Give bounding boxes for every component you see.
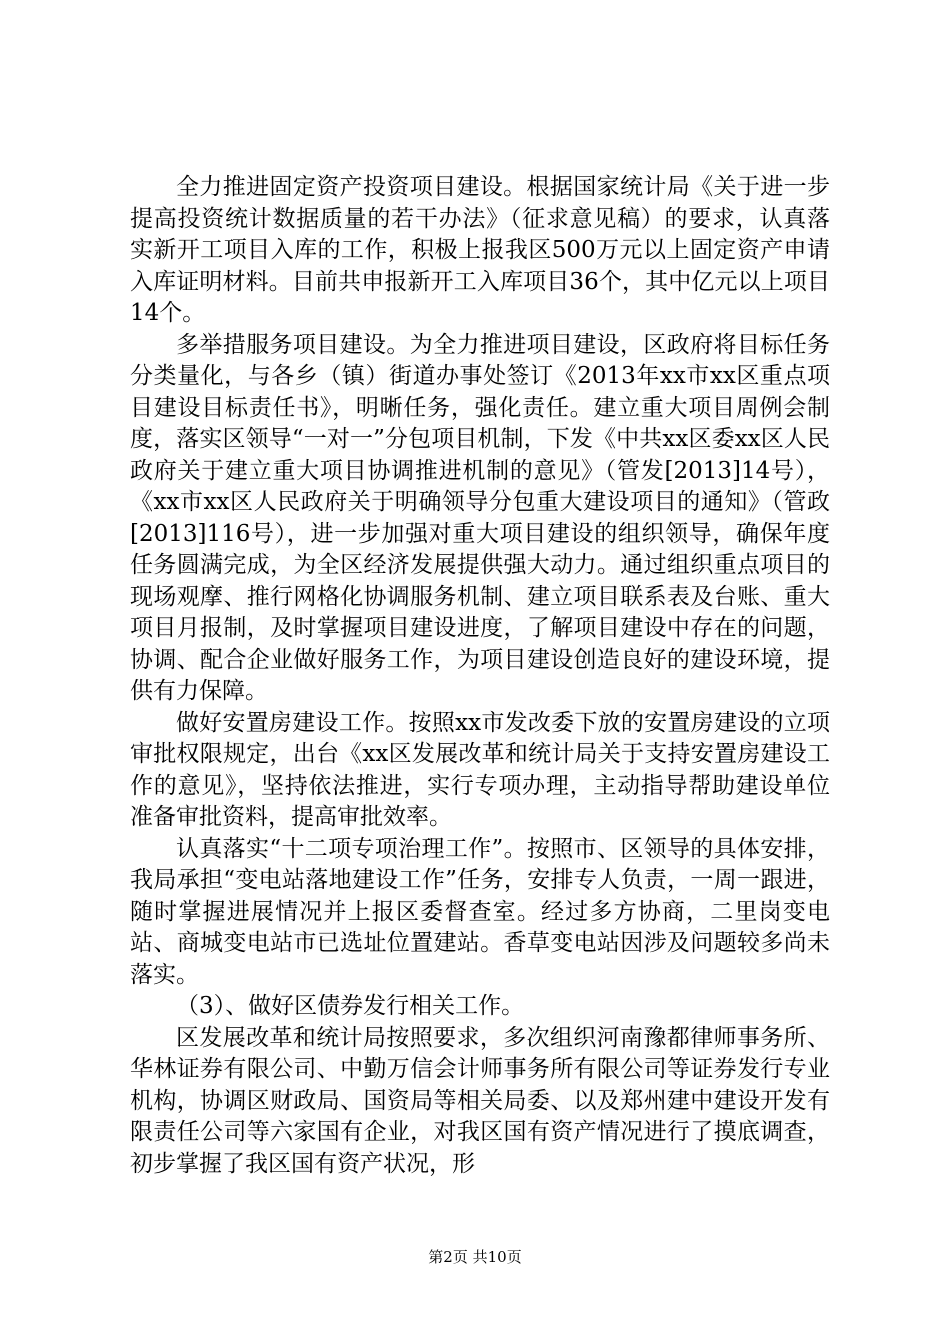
paragraph-project-services: 多举措服务项目建设。为全力推进项目建设，区政府将目标任务分类量化，与各乡（镇）街道办事处签订《2013年xx市xx区重点项目建设目标责任书》，明晰任务，强化责任。建立重大项目周例会制度，落实区领导“一对一”分包项目机制，下发《中共xx区委xx区人民政府关于建立重大项目协调推进机制的意见》（管发[2013]14号），《xx市xx区人民政府关于明确领导分包重大建设项目的通知》（管政[2013]116号），进一步加强对重大项目建设的组织领导，确保年度任务圆满完成，为全区经济发展提供强大动力。通过组织重点项目的现场观摩、推行网格化协调服务机制、建立项目联系表及台账、重大项目月报制，及时掌握项目建设进度，了解项目建设中存在的问题，协调、配合企业做好服务工作，为项目建设创造良好的建设环境，提供有力保障。	[130, 331, 830, 704]
paragraph-fixed-asset-investment: 全力推进固定资产投资项目建设。根据国家统计局《关于进一步提高投资统计数据质量的若干办法》（征求意见稿）的要求，认真落实新开工项目入库的工作，积极上报我区500万元以上固定资产申请入库证明材料。目前共申报新开工入库项目36个，其中亿元以上项目14个。	[130, 174, 830, 326]
body-text	[130, 172, 830, 1180]
page-number-footer: 第2页 共10页	[428, 1248, 522, 1266]
paragraph-special-governance: 认真落实“十二项专项治理工作”。按照市、区领导的具体安排，我局承担“变电站落地建设工作”任务，安排专人负责，一周一跟进，随时掌握进展情况并上报区委督查室。经过多方协商，二里岗变电站、商城变电站市已选址位置建站。香草变电站因涉及问题较多尚未落实。	[130, 835, 830, 988]
paragraph-bond-issuance: 区发展改革和统计局按照要求，多次组织河南豫都律师事务所、华林证券有限公司、中勤万信会计师事务所有限公司等证券发行专业机构，协调区财政局、国资局等相关局委、以及郑州建中建设开发有限责任公司等六家国有企业，对我区国有资产情况进行了摸底调查，初步掌握了我区国有资产状况，形	[130, 1024, 830, 1177]
paragraph-bond-heading: （3）、做好区债券发行相关工作。	[176, 993, 525, 1019]
paragraph-resettlement-housing: 做好安置房建设工作。按照xx市发改委下放的安置房建设的立项审批权限规定，出台《xx区发展改革和统计局关于支持安置房建设工作的意见》，坚持依法推进，实行专项办理，主动指导帮助建设单位准备审批资料，提高审批效率。	[130, 709, 830, 830]
